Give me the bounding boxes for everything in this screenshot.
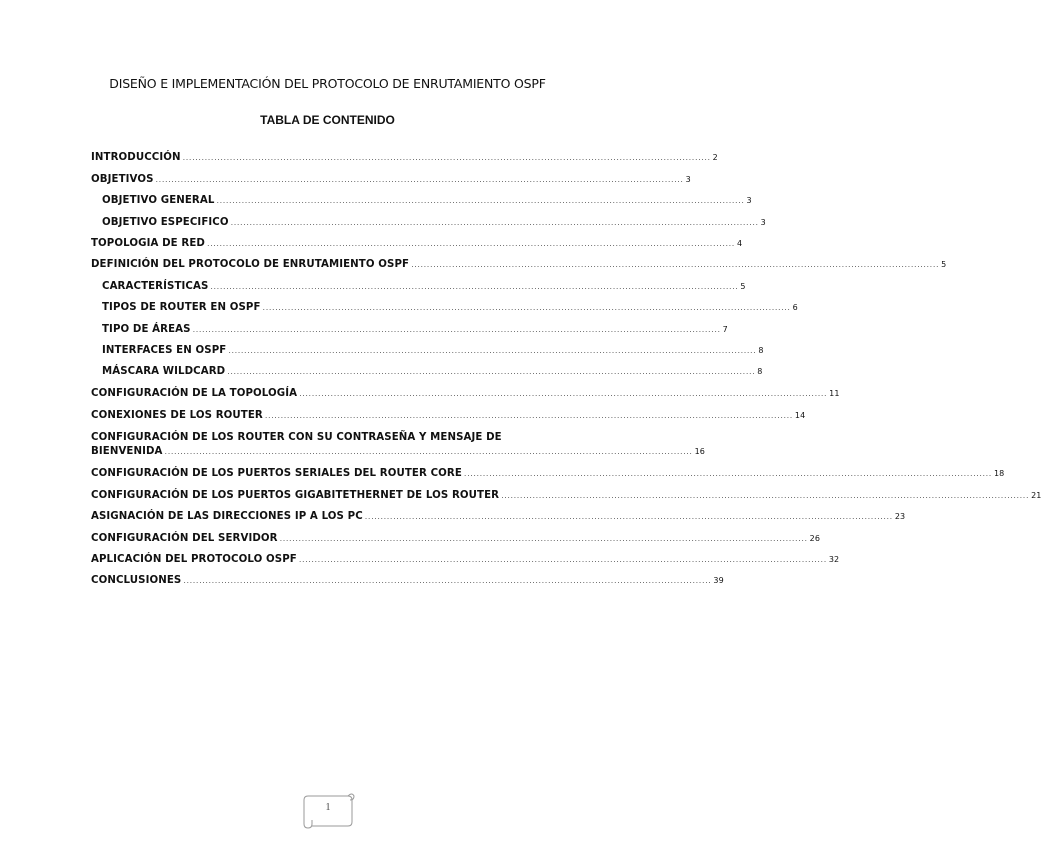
toc-entry-label: CONEXIONES DE LOS ROUTER [91, 410, 263, 421]
toc-entry-page: 5 [740, 282, 746, 291]
document-title: DISEÑO E IMPLEMENTACIÓN DEL PROTOCOLO DE ENRUTAMIENTO OSPF [109, 76, 546, 91]
toc-entry-label: INTERFACES EN OSPF [102, 345, 227, 356]
toc-entry-page: 8 [758, 346, 764, 355]
dot-leader: ........................................................................................................................................................................ [262, 303, 791, 312]
toc-entry-conexiones-router[interactable] [91, 410, 806, 421]
dot-leader: ........................................................................................................................................................................ [164, 447, 693, 456]
toc-entry-definicion-ospf[interactable] [91, 259, 947, 270]
toc-entry-page: 16 [694, 447, 705, 456]
dot-leader: ........................................................................................................................................................................ [206, 239, 735, 248]
toc-entry-label: CONFIGURACIÓN DE LOS PUERTOS GIGABITETHERNET DE LOS ROUTER [91, 490, 500, 501]
toc-entry-mascara-wildcard[interactable] [102, 366, 763, 377]
dot-leader: ........................................................................................................................................................................ [192, 325, 721, 334]
toc-entry-page: 5 [941, 260, 947, 269]
toc-entry-puertos-gigabitethernet[interactable] [91, 490, 1042, 501]
dot-leader: ........................................................................................................................................................................ [501, 491, 1030, 500]
dot-leader: ........................................................................................................................................................................ [463, 469, 992, 478]
toc-entry-page: 21 [1031, 491, 1042, 500]
toc-entry-label: CONFIGURACIÓN DE LOS PUERTOS SERIALES DEL ROUTER CORE [91, 468, 462, 479]
toc-entry-configuracion-router-contrasena[interactable] [91, 432, 705, 457]
dot-leader: ........................................................................................................................................................................ [298, 555, 827, 564]
toc-entry-page: 32 [828, 555, 840, 564]
dot-leader: ........................................................................................................................................................................ [210, 282, 739, 291]
toc-entry-label: MÁSCARA WILDCARD [102, 366, 226, 377]
toc-entry-objetivo-general[interactable] [102, 195, 752, 206]
toc-entry-page: 3 [746, 196, 752, 205]
toc-entry-page: 2 [712, 153, 718, 162]
toc-entry-page: 11 [829, 389, 840, 398]
toc-entry-label: BIENVENIDA [91, 446, 163, 457]
toc-entry-page: 6 [792, 303, 798, 312]
toc-entry-asignacion-ip[interactable] [91, 511, 906, 522]
toc-entry-page: 4 [736, 239, 743, 248]
toc-entry-label: OBJETIVOS [91, 174, 154, 185]
toc-entry-page: 3 [760, 218, 766, 227]
toc-entry-interfaces-ospf[interactable] [102, 345, 764, 356]
toc-entry-label: APLICACIÓN DEL PROTOCOLO OSPF [91, 554, 297, 565]
toc-entry-label: DEFINICIÓN DEL PROTOCOLO DE ENRUTAMIENTO OSPF [91, 259, 410, 270]
toc-entry-objetivo-especifico[interactable] [102, 217, 766, 228]
dot-leader: ........................................................................................................................................................................ [182, 153, 711, 162]
toc-entry-page: 7 [722, 325, 728, 334]
toc-entry-objetivos[interactable] [91, 174, 691, 185]
toc-entry-conclusiones[interactable] [91, 575, 724, 586]
toc-entry-label: CONFIGURACIÓN DEL SERVIDOR [91, 533, 278, 544]
dot-leader: ........................................................................................................................................................................ [411, 260, 940, 269]
toc-entry-label: TIPO DE ÁREAS [102, 324, 191, 335]
toc-entry-tipo-de-areas[interactable] [102, 324, 728, 335]
toc-entry-page: 14 [794, 411, 806, 420]
toc-entry-label: ASIGNACIÓN DE LAS DIRECCIONES IP A LOS PC [91, 511, 363, 522]
toc-entry-label: OBJETIVO ESPECIFICO [102, 217, 229, 228]
toc-entry-caracteristicas[interactable] [102, 281, 746, 292]
toc-entry-label: TIPOS DE ROUTER EN OSPF [102, 302, 261, 313]
toc-heading: TABLA DE CONTENIDO [260, 113, 395, 127]
dot-leader: ........................................................................................................................................................................ [228, 346, 757, 355]
page-number: 1 [325, 802, 331, 813]
dot-leader: ........................................................................................................................................................................ [264, 411, 793, 420]
dot-leader: ........................................................................................................................................................................ [216, 196, 745, 205]
toc-entry-label: CONFIGURACIÓN DE LA TOPOLOGÍA [91, 388, 298, 399]
toc-entry-topologia-de-red[interactable] [91, 238, 743, 249]
toc-entry-page: 3 [685, 175, 691, 184]
page-number-scroll [300, 790, 356, 830]
toc-entry-label: CONCLUSIONES [91, 575, 182, 586]
toc-entry-page: 26 [809, 534, 821, 543]
toc-entry-label: TOPOLOGIA DE RED [91, 238, 205, 249]
dot-leader: ........................................................................................................................................................................ [299, 389, 828, 398]
toc-entry-introduccion[interactable] [91, 152, 718, 163]
toc-entry-page: 8 [757, 367, 763, 376]
toc-entry-label: INTRODUCCIÓN [91, 152, 181, 163]
toc-entry-page: 23 [894, 512, 906, 521]
dot-leader: ........................................................................................................................................................................ [364, 512, 893, 521]
toc-entry-page: 39 [713, 576, 724, 585]
dot-leader: ........................................................................................................................................................................ [279, 534, 808, 543]
toc-entry-configuracion-topologia[interactable] [91, 388, 840, 399]
toc-entry-configuracion-servidor[interactable] [91, 533, 821, 544]
toc-entry-label: CARACTERÍSTICAS [102, 281, 209, 292]
dot-leader: ........................................................................................................................................................................ [155, 175, 684, 184]
toc-entry-label-line1: CONFIGURACIÓN DE LOS ROUTER CON SU CONTRASEÑA Y MENSAJE DE [91, 432, 502, 443]
dot-leader: ........................................................................................................................................................................ [227, 367, 756, 376]
toc-entry-tipos-de-router[interactable] [102, 302, 798, 313]
toc-entry-page: 18 [993, 469, 1005, 478]
dot-leader: ........................................................................................................................................................................ [230, 218, 759, 227]
toc-entry-aplicacion-ospf[interactable] [91, 554, 840, 565]
toc-entry-puertos-seriales[interactable] [91, 468, 1005, 479]
toc-entry-label: OBJETIVO GENERAL [102, 195, 215, 206]
dot-leader: ........................................................................................................................................................................ [183, 576, 712, 585]
